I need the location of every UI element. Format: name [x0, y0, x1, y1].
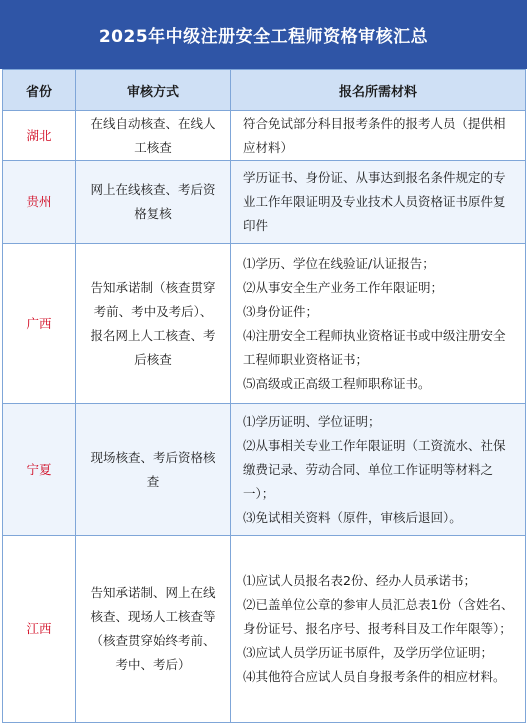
table-row	[3, 244, 526, 404]
province-cell: 江西	[3, 536, 76, 723]
method-cell: 网上在线核查、考后资格复核	[76, 161, 231, 244]
province-cell: 贵州	[3, 161, 76, 244]
material-item: ⑴应试人员报名表2份、经办人员承诺书；	[243, 573, 476, 588]
material-item: ⑸高级或正高级工程师职称证书。	[243, 375, 431, 391]
materials-cell	[231, 404, 526, 536]
material-item: ⑵已盖单位公章的参审人员汇总表1份（含姓名、身份证号、报名序号、报考科目及工作年限等）；	[243, 597, 514, 636]
province-cell: 广西	[3, 244, 76, 404]
material-item: 学历证书、身份证、从事达到报名条件规定的专业工作年限证明及专业技术人员资格证书原件复印件	[243, 170, 506, 233]
table-row	[3, 161, 526, 244]
column-header-method: 审核方式	[76, 70, 231, 111]
method-cell: 在线自动核查、在线人工核查	[76, 111, 231, 161]
materials-cell	[231, 161, 526, 244]
material-item: ⑶身份证件；	[243, 303, 319, 319]
material-item: ⑴学历证明、学位证明；	[243, 413, 381, 429]
material-item: ⑷其他符合应试人员自身报考条件的相应材料。	[243, 669, 506, 684]
column-header-province: 省份	[3, 70, 76, 111]
material-item: 符合免试部分科目报考条件的报考人员（提供相应材料）	[243, 115, 506, 155]
material-item: ⑶应试人员学历证书原件，及学历学位证明；	[243, 645, 494, 660]
review-summary-table	[2, 69, 526, 723]
method-cell: 告知承诺制（核查贯穿考前、考中及考后）、报名网上人工核查、考后核查	[76, 244, 231, 404]
table-header-row	[3, 70, 526, 111]
material-item: ⑶免试相关资料（原件，审核后退回）。	[243, 509, 462, 525]
material-item: ⑵从事安全生产业务工作年限证明；	[243, 279, 444, 295]
method-cell: 告知承诺制、网上在线核查、现场人工核查等（核查贯穿始终考前、考中、考后）	[76, 536, 231, 723]
province-cell: 宁夏	[3, 404, 76, 536]
method-cell: 现场核查、考后资格核查	[76, 404, 231, 536]
material-item: ⑴学历、学位在线验证/认证报告；	[243, 255, 435, 271]
material-item: ⑵从事相关专业工作年限证明（工资流水、社保缴费记录、劳动合同、单位工作证明等材料之一）；	[243, 437, 506, 501]
materials-cell	[231, 244, 526, 404]
material-item: ⑷注册安全工程师执业资格证书或中级注册安全工程师职业资格证书；	[243, 327, 506, 367]
page-title: 2025年中级注册安全工程师资格审核汇总	[0, 0, 527, 69]
table-row	[3, 536, 526, 723]
province-cell: 湖北	[3, 111, 76, 161]
table-row	[3, 404, 526, 536]
table-row	[3, 111, 526, 161]
materials-cell	[231, 536, 526, 723]
column-header-materials: 报名所需材料	[231, 70, 526, 111]
materials-cell	[231, 111, 526, 161]
